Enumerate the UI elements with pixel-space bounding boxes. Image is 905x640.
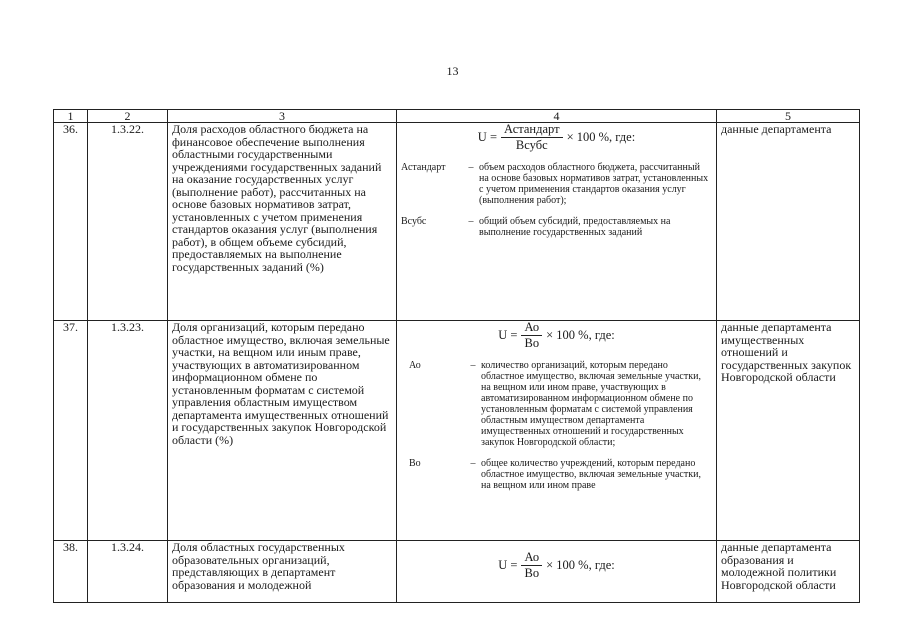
indicator-table — [53, 109, 860, 603]
formula — [401, 321, 712, 350]
data-source: данные департамента — [717, 123, 860, 321]
formula-tail: × 100 %, где: — [546, 558, 615, 573]
indicator-code: 1.3.24. — [88, 541, 168, 603]
variable-term: Всубс — [401, 216, 427, 227]
variable-description: объем расходов областного бюджета, рассчитанный на основе базовых нормативов затрат, установленных с учетом применения стандартов оказания услуг (выполнения работ); — [479, 162, 709, 206]
page-number: 13 — [446, 64, 459, 78]
table-header-row — [54, 110, 860, 123]
table-row — [54, 123, 860, 321]
column-header: 2 — [88, 110, 168, 123]
variable-description: количество организаций, которым передано областное имущество, включая земельные участки, на вещном или ином праве, участвующих в автоматизированном информационном обмене по установленным форматам с системой управления областным имуществом департамента имущественных отношений и государственных закупок Новгородской области; — [481, 360, 701, 448]
variable-definition — [401, 162, 712, 206]
formula-lhs: U = — [498, 558, 518, 573]
data-source: данные департамента имущественных отношений и государственных закупок Новгородской области — [717, 321, 860, 541]
formula-denominator: Всубс — [515, 138, 548, 152]
column-header: 4 — [397, 110, 717, 123]
variable-definition — [401, 458, 712, 491]
indicator-code: 1.3.23. — [88, 321, 168, 541]
variable-definition — [401, 360, 712, 448]
variable-term: Астандарт — [401, 162, 446, 173]
definition-dash: – — [470, 458, 476, 469]
column-header: 5 — [717, 110, 860, 123]
formula — [401, 123, 712, 152]
calculation-method — [397, 321, 717, 541]
definition-dash: – — [470, 360, 476, 371]
indicator-code: 1.3.22. — [88, 123, 168, 321]
variable-description: общий объем субсидий, предоставляемых на выполнение государственных заданий — [479, 216, 671, 238]
calculation-method — [397, 123, 717, 321]
data-source: данные департамента образования и молодежной политики Новгородской области — [717, 541, 860, 603]
column-header: 3 — [168, 110, 397, 123]
variable-description: общее количество учреждений, которым передано областное имущество, включая земельные участки, на вещном или ином праве — [481, 458, 701, 491]
formula-tail: × 100 %, где: — [566, 130, 636, 145]
definition-dash: – — [468, 162, 474, 173]
indicator-name: Доля организаций, которым передано областное имущество, включая земельные участки, на вещном или иным праве, участвующих в автоматизированном информационном обмене по установленным форматам с системой управления областным имуществом департамента имущественных отношений и государственных закупок Новгородской области (%) — [168, 321, 397, 541]
formula-denominator: Во — [524, 336, 540, 350]
formula-denominator: Во — [524, 566, 540, 580]
formula-tail: × 100 %, где: — [546, 328, 615, 343]
formula-numerator: Ао — [521, 321, 542, 336]
formula-lhs: U = — [477, 130, 497, 145]
variable-definition — [401, 216, 712, 238]
column-header: 1 — [54, 110, 88, 123]
indicator-name: Доля расходов областного бюджета на финансовое обеспечение выполнения областными государственными учреждениями государственных заданий на оказание государственных услуг (выполнение работ), рассчитанных на основе базовых нормативов затрат, установленных с учетом применения стандартов оказания услуг (выполнения работ), в общем объеме субсидий, предоставляемых на выполнение государственных заданий (%) — [168, 123, 397, 321]
table-row — [54, 321, 860, 541]
definition-dash: – — [468, 216, 474, 227]
indicator-name: Доля областных государственных образовательных организаций, представляющих в департамент образования и молодежной — [168, 541, 397, 603]
variable-term: Ао — [409, 360, 421, 371]
formula-numerator: Астандарт — [501, 123, 563, 138]
calculation-method — [397, 541, 717, 603]
formula-fraction — [521, 551, 542, 580]
formula — [401, 551, 712, 580]
formula-fraction — [501, 123, 563, 152]
formula-lhs: U = — [498, 328, 518, 343]
formula-fraction — [521, 321, 542, 350]
row-number: 36. — [54, 123, 88, 321]
row-number: 37. — [54, 321, 88, 541]
row-number: 38. — [54, 541, 88, 603]
variable-term: Во — [409, 458, 421, 469]
table-row — [54, 541, 860, 603]
formula-numerator: Ао — [521, 551, 542, 566]
